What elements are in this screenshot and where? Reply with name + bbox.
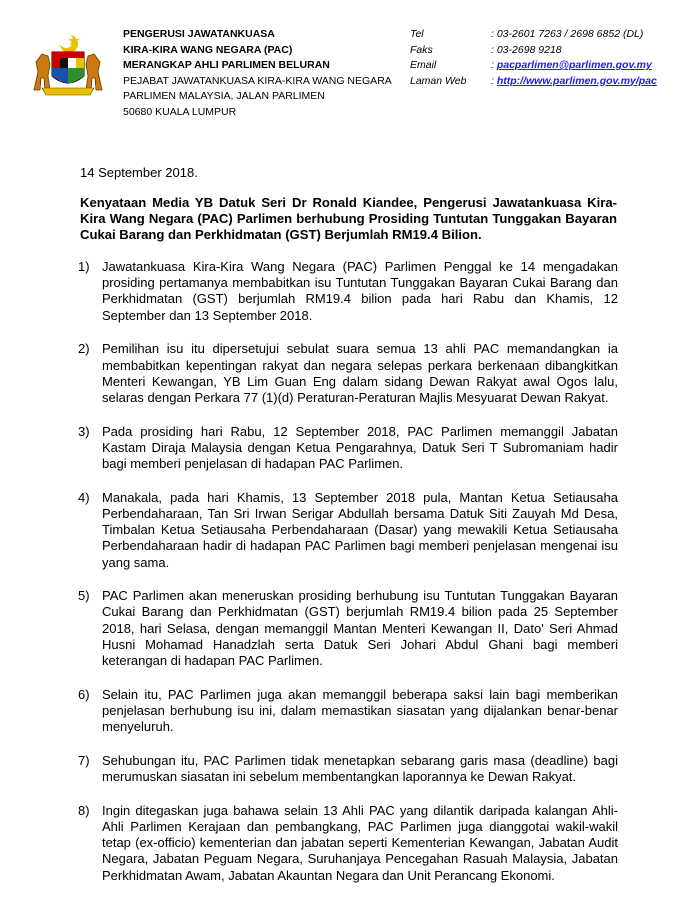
paragraph-text: Manakala, pada hari Khamis, 13 September 2018 pula, Mantan Ketua Setiausaha Perbendaharaan, Tan Sri Irwan Serigar Abdullah bersama Datuk Siti Zauyah Md Desa, Timbalan Ketua Setiausaha Perbendaharaan (Dasar) yang mewakili Ketua Setiausaha Perbendaharaan hadir di hadapan PAC Parlimen bagi memberi penjelasan mengenai isu yang sama. (102, 489, 618, 570)
paragraph-text: Pemilihan isu itu dipersetujui sebulat suara semua 13 ahli PAC memandangkan ia membabitkan kepentingan rakyat dan negara selepas perkara berkenaan dibangkitkan Menteri Kewangan, YB Lim Guan Eng dalam sidang Dewan Rakyat awal Ogos lalu, selaras dengan Perkara 77 (1)(d) Peraturan-Peraturan Majlis Mesyuarat Dewan Rakyat. (102, 341, 618, 405)
paragraph-number: 2) (78, 341, 90, 357)
contact-label: Laman Web (410, 74, 467, 87)
paragraph-text: Ingin ditegaskan juga bahawa selain 13 Ahli PAC yang dilantik daripada kalangan Ahli-Ahli Parlimen Kerajaan dan pembangkang, PAC Parlimen juga dianggotai wakil-wakil tetap (ex-officio) kementerian dan jabatan seperti Kementerian Kewangan, Jabatan Audit Negara, Jabatan Peguam Negara, Suruhanjaya Pencegahan Rasuah Malaysia, Jabatan Perkhidmatan Awam, Jabatan Akauntan Negara dan Unit Perancang Ekonomi. (102, 802, 618, 883)
numbered-paragraph (78, 490, 618, 571)
contact-value: : 03-2601 7263 / 2698 6852 (DL) (491, 28, 644, 40)
numbered-paragraph (78, 424, 618, 473)
org-title-line: PENGERUSI JAWATANKUASA (123, 28, 275, 40)
organization-block (123, 27, 392, 120)
paragraph-text: PAC Parlimen akan meneruskan prosiding berhubung isu Tuntutan Tunggakan Bayaran Cukai Barang dan Perkhidmatan (GST) berjumlah RM19.4 bilion pada 25 September 2018, hari Selasa, dengan memanggil Mantan Menteri Kewangan II, Dato' Seri Ahmad Husni Mohamad Hanadzlah serta Datuk Seri Johari Abdul Ghani bagi memberi keterangan di hadapan PAC Parlimen. (102, 588, 618, 669)
contact-block (410, 27, 657, 89)
contact-website: Laman Web : http://www.parlimen.gov.my/pac (410, 74, 657, 90)
paragraph-number: 5) (78, 588, 90, 604)
contact-label: Email (410, 59, 437, 71)
paragraph-number: 1) (78, 259, 90, 274)
org-title-line: MERANGKAP AHLI PARLIMEN BELURAN (123, 59, 330, 71)
statement-date: 14 September 2018. (80, 165, 198, 180)
numbered-paragraph (78, 588, 618, 669)
letterhead (0, 0, 683, 130)
paragraph-number: 8) (78, 802, 90, 818)
numbered-paragraph (78, 259, 618, 324)
numbered-paragraph (78, 687, 618, 736)
statement-heading: Kenyataan Media YB Datuk Seri Dr Ronald Kiandee, Pengerusi Jawatankuasa Kira-Kira Wang Negara (PAC) Parlimen berhubung Prosiding Tuntutan Tunggakan Bayaran Cukai Barang dan Perkhidmatan (GST) Berjumlah RM19.4 Bilion. (80, 195, 617, 242)
paragraph-text: Pada prosiding hari Rabu, 12 September 2018, PAC Parlimen memanggil Jabatan Kastam Diraja Malaysia dengan Ketua Pengarahnya, Datuk Seri T Subromaniam hadir bagi memberi penjelasan di hadapan PAC Parlimen. (102, 423, 618, 472)
contact-tel (410, 27, 657, 43)
email-link[interactable]: pacparlimen@parlimen.gov.my (496, 59, 652, 71)
paragraph-number: 3) (78, 423, 90, 439)
org-address-line: 50680 KUALA LUMPUR (123, 105, 237, 118)
paragraph-text: Selain itu, PAC Parlimen juga akan memanggil beberapa saksi lain bagi memberikan penjelasan berhubung isu ini, dalam memastikan siasatan yang dijalankan benar-benar menyeluruh. (102, 686, 618, 735)
paragraph-text: Jawatankuasa Kira-Kira Wang Negara (PAC) Parlimen Penggal ke 14 mengadakan prosiding pertamanya membabitkan isu Tuntutan Tunggakan Bayaran Cukai Barang dan Perkhidmatan (GST) berjumlah RM19.4 bilion pada hari Rabu dan Khamis, 12 September dan 13 September 2018. (102, 259, 618, 323)
statement-paragraphs (78, 259, 618, 901)
contact-value: : 03-2698 9218 (491, 43, 562, 56)
numbered-paragraph (78, 753, 618, 785)
malaysia-coat-of-arms-logo (30, 32, 106, 96)
website-link[interactable]: http://www.parlimen.gov.my/pac (496, 74, 657, 87)
contact-email: Email : pacparlimen@parlimen.gov.my (410, 58, 657, 74)
org-title-line: KIRA-KIRA WANG NEGARA (PAC) (123, 43, 293, 56)
contact-fax (410, 43, 657, 59)
paragraph-number: 6) (78, 686, 90, 702)
paragraph-text: Sehubungan itu, PAC Parlimen tidak menetapkan sebarang garis masa (deadline) bagi merumuskan siasatan ini sebelum membentangkan laporannya ke Dewan Rakyat. (102, 752, 618, 785)
contact-label: Tel (410, 28, 424, 40)
paragraph-number: 7) (78, 752, 90, 768)
numbered-paragraph (78, 341, 618, 406)
org-address-line: PEJABAT JAWATANKUASA KIRA-KIRA WANG NEGARA (123, 74, 392, 87)
contact-label: Faks (410, 43, 433, 56)
org-address-line: PARLIMEN MALAYSIA, JALAN PARLIMEN (123, 90, 325, 102)
paragraph-number: 4) (78, 489, 90, 505)
numbered-paragraph (78, 803, 618, 884)
